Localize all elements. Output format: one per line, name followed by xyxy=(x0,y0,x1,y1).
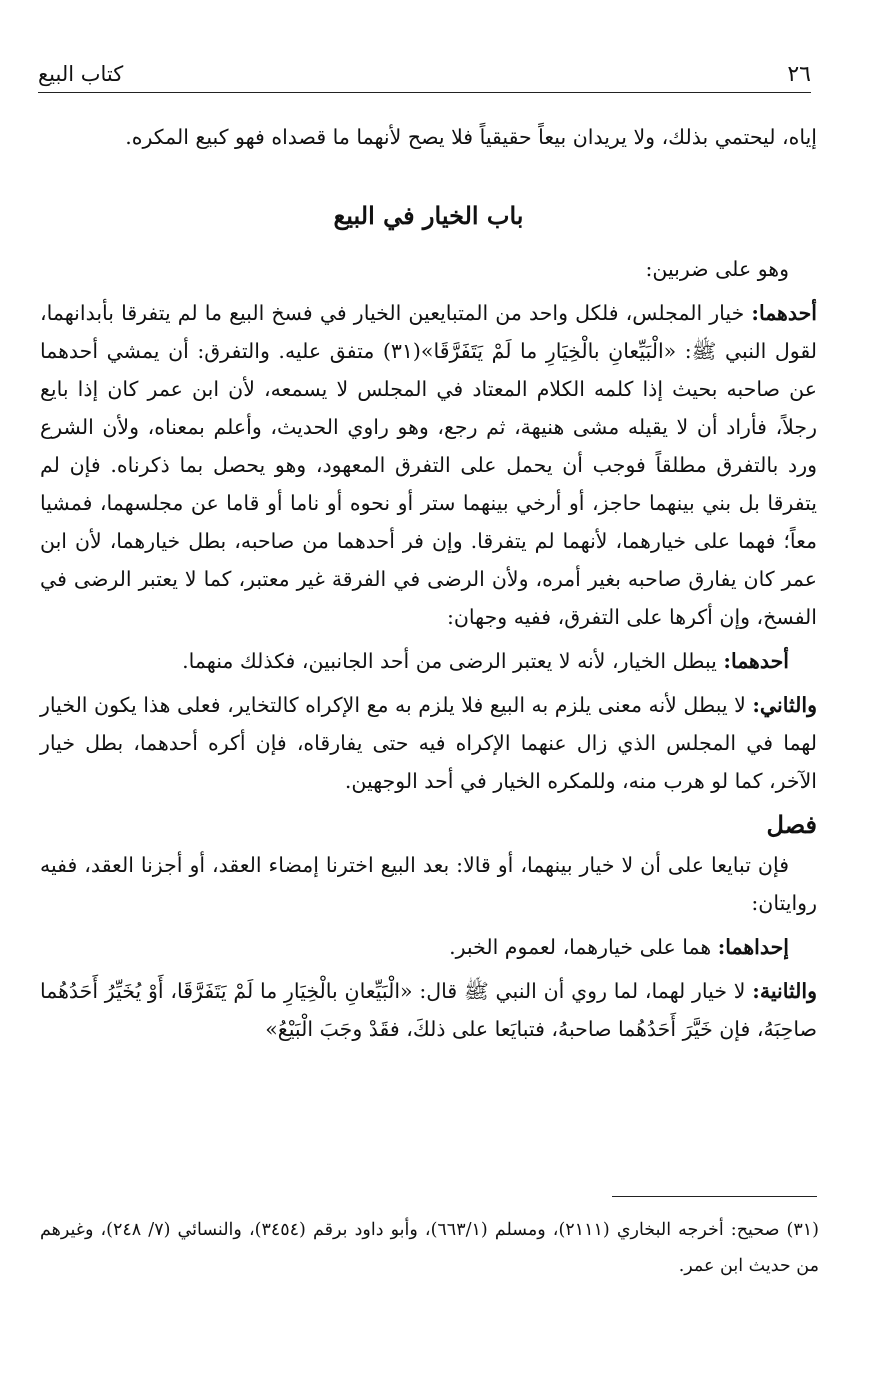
riwaya-two-paragraph xyxy=(40,972,817,1048)
running-title: كتاب البيع xyxy=(38,62,124,86)
paragraph-text: هما على خيارهما، لعموم الخبر. xyxy=(449,935,712,959)
riwaya-one-paragraph xyxy=(40,928,817,966)
footnote: (٣١) صحيح: أخرجه البخاري (٢١١١)، ومسلم (٦٦٣/١)، وأبو داود برقم (٣٤٥٤)، والنسائي (٧/ ٢٤٨)، وغيرهم من حديث ابن عمر. xyxy=(40,1220,819,1276)
page-header xyxy=(38,62,811,93)
section-title: باب الخيار في البيع xyxy=(333,201,524,230)
continuation-paragraph: إياه، ليحتمي بذلك، ولا يريدان بيعاً حقيقياً فلا يصح لأنهما ما قصداه فهو كبيع المكره. xyxy=(125,125,817,149)
paragraph-lead: والثانية: xyxy=(752,979,817,1003)
intro-paragraph: وهو على ضربين: xyxy=(645,257,789,281)
first-kind-paragraph xyxy=(40,294,817,636)
fasl-heading: فصل xyxy=(766,810,817,839)
paragraph-lead: أحدهما: xyxy=(751,301,817,325)
paragraph-text: لا خيار لهما، لما روي أن النبي ﷺ قال: «الْبَيِّعانِ بالْخِيَارِ ما لَمْ يَتَفَرَّقَا، أَوْ يُخَيِّرُ أَحَدُهُما صاحِبَهُ، فإن خَيَّرَ أَحَدُهُما صاحبهُ، فتبايَعا على ذلكَ، فقَدْ وجَبَ الْبَيْعُ» xyxy=(40,979,817,1041)
paragraph-lead: والثاني: xyxy=(752,693,817,717)
paragraph-text: لا يبطل لأنه معنى يلزم به البيع فلا يلزم به مع الإكراه كالتخاير، فعلى هذا يكون الخيار لهما في المجلس الذي زال عنهما الإكراه فيه حتى يفارقاه، فإن أكره أحدهما، بطل خيار الآخر، كما لو هرب منه، وللمكره الخيار في أحد الوجهين. xyxy=(40,693,817,793)
main-text xyxy=(40,118,817,1054)
paragraph-lead: إحداهما: xyxy=(717,935,789,959)
footnote-divider xyxy=(612,1196,817,1197)
view-two-paragraph xyxy=(40,686,817,800)
paragraph-text: خيار المجلس، فلكل واحد من المتبايعين الخيار في فسخ البيع ما لم يتفرقا بأبدانهما، لقول النبي ﷺ: «الْبَيِّعانِ بالْخِيَارِ ما لَمْ يَتَفَرَّقَا»(٣١) متفق عليه. والتفرق: أن يمشي أحدهما عن صاحبه بحيث إذا كلمه الكلام المعتاد في المجلس لا يسمعه، لأن ابن عمر كان إذا بايع رجلاً، فأراد أن لا يقيله مشى هنيهة، ثم رجع، وهو راوي الحديث، وأعلم بمعناه، ولأن الشرع ورد بالتفرق مطلقاً فوجب أن يحمل على التفرق المعهود، وهو يحصل بما ذكرناه. فإن لم يتفرقا بل بني بينهما حاجز، أو أرخي بينهما ستر أو نحوه أو ناما أو قاما عن مجلسهما، فمشيا معاً؛ فهما على خيارهما، لأنهما لم يتفرقا. وإن فر أحدهما من صاحبه، بطل خيارهما، لأن ابن عمر كان يفارق صاحبه بغير أمره، ولأن الرضى في الفرقة غير معتبر، كما لا يعتبر الرضى في الفسخ، وإن أكرها على التفرق، ففيه وجهان: xyxy=(40,301,817,629)
fasl-paragraph: فإن تبايعا على أن لا خيار بينهما، أو قالا: بعد البيع اخترنا إمضاء العقد، أو أجزنا العقد، ففيه روايتان: xyxy=(40,853,817,915)
paragraph-text: يبطل الخيار، لأنه لا يعتبر الرضى من أحد الجانبين، فكذلك منهما. xyxy=(182,649,717,673)
page-number: ٢٦ xyxy=(787,62,811,87)
view-one-paragraph xyxy=(40,642,817,680)
paragraph-lead: أحدهما: xyxy=(723,649,789,673)
